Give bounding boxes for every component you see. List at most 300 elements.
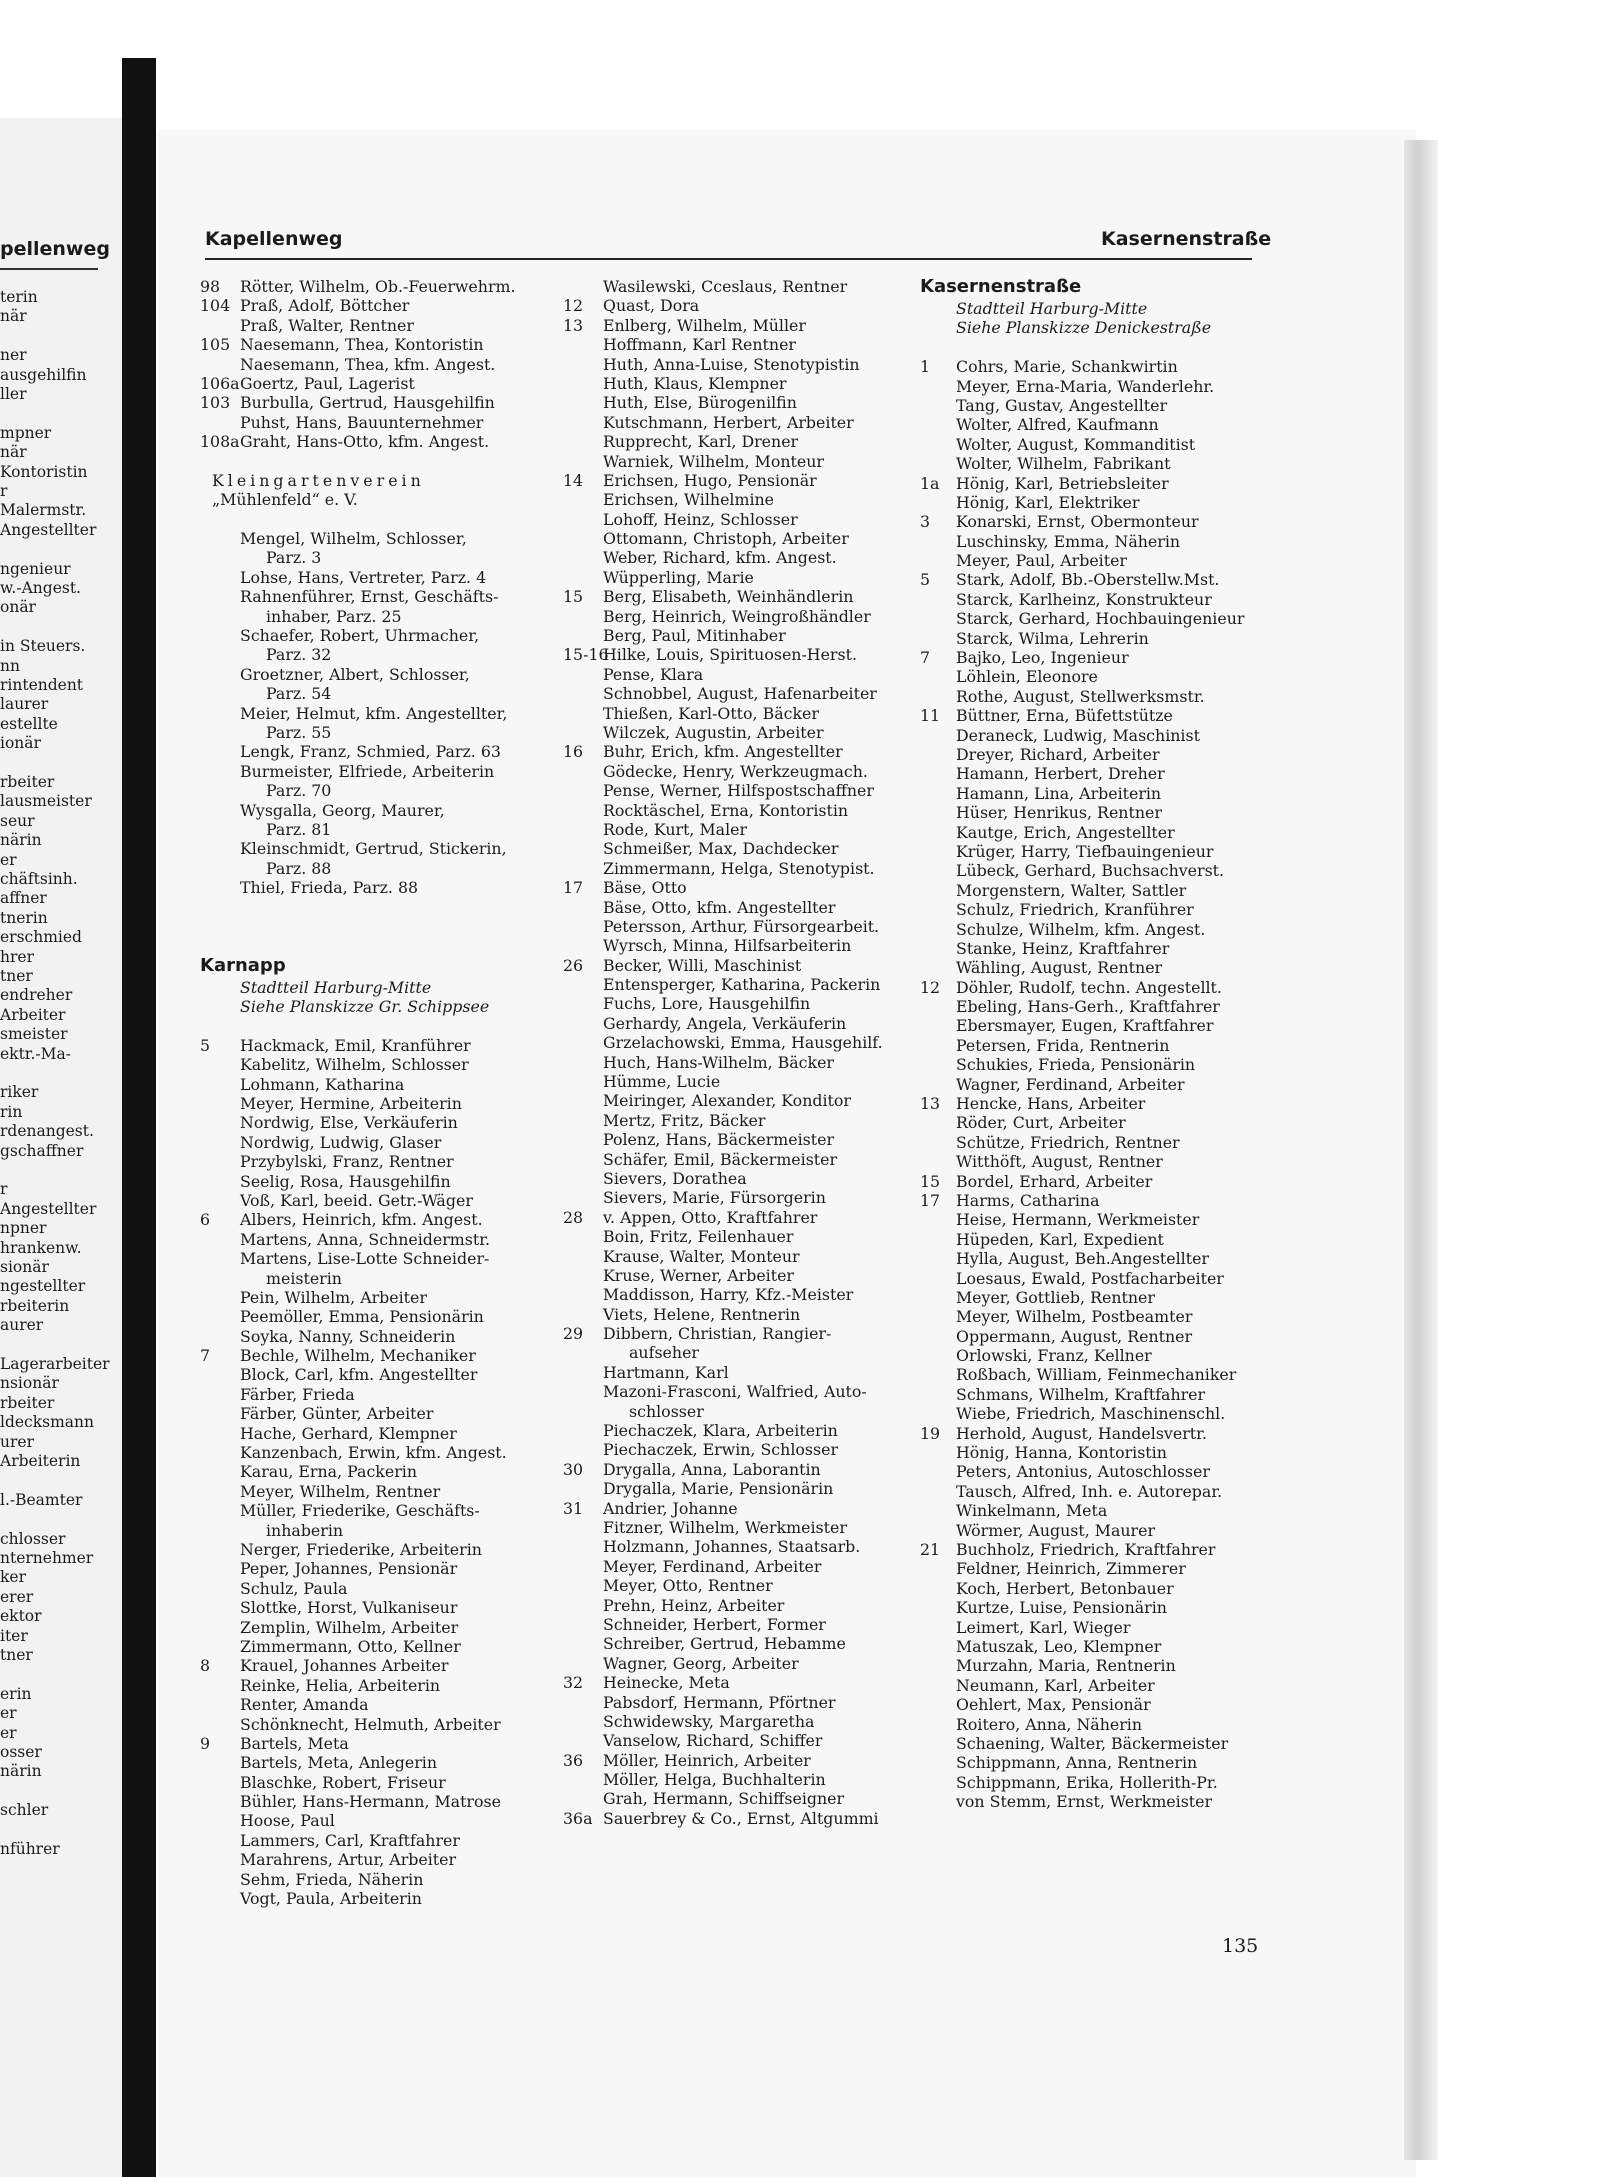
directory-entry xyxy=(200,1618,530,1637)
resident-entry: Huth, Klaus, Klempner xyxy=(603,373,787,393)
directory-entry xyxy=(200,1346,530,1365)
directory-entry xyxy=(200,1734,530,1753)
directory-entry xyxy=(563,1421,903,1440)
house-number: 19 xyxy=(920,1423,941,1443)
facing-page-line: ektor xyxy=(0,1607,42,1626)
resident-entry: Fuchs, Lore, Hausgehilfin xyxy=(603,994,811,1014)
directory-entry xyxy=(920,1404,1250,1423)
directory-entry xyxy=(200,645,530,664)
resident-entry: Schippmann, Anna, Rentnerin xyxy=(956,1753,1198,1773)
house-number: 17 xyxy=(563,878,584,898)
directory-entry xyxy=(920,512,1250,531)
directory-entry xyxy=(920,1327,1250,1346)
directory-entry xyxy=(920,1075,1250,1094)
resident-entry: Wolter, August, Kommanditist xyxy=(956,434,1196,454)
resident-entry: Hoose, Paul xyxy=(240,1811,335,1831)
resident-entry: Hönig, Karl, Betriebsleiter xyxy=(956,473,1169,493)
house-number: 104 xyxy=(200,296,231,316)
directory-entry xyxy=(920,318,1250,337)
resident-entry: Schnobbel, August, Hafenarbeiter xyxy=(603,684,877,704)
directory-entry xyxy=(563,1654,903,1673)
directory-entry xyxy=(563,1751,903,1770)
directory-entry xyxy=(200,1172,530,1191)
facing-page-line: onär xyxy=(0,598,36,617)
directory-entry xyxy=(563,432,903,451)
directory-entry xyxy=(920,920,1250,939)
resident-entry: Graht, Hans-Otto, kfm. Angest. xyxy=(240,432,490,452)
resident-entry: Hackmack, Emil, Kranführer xyxy=(240,1035,471,1055)
directory-entry xyxy=(200,1501,530,1520)
resident-entry: Roßbach, William, Feinmechaniker xyxy=(956,1365,1237,1385)
resident-entry: Peper, Johannes, Pensionär xyxy=(240,1559,458,1579)
resident-entry: Kautge, Erich, Angestellter xyxy=(956,822,1175,842)
running-header-right: Kasernenstraße xyxy=(1101,228,1272,250)
resident-entry: Petersen, Frida, Rentnerin xyxy=(956,1035,1170,1055)
facing-page-line: chäftsinh. xyxy=(0,870,78,888)
facing-page-line: riker xyxy=(0,1083,39,1102)
house-number: 13 xyxy=(563,315,584,335)
directory-entry xyxy=(563,1285,903,1304)
facing-page-line: när xyxy=(0,307,27,326)
directory-entry xyxy=(563,471,903,490)
directory-entry xyxy=(200,684,530,703)
resident-entry: Voß, Karl, beeid. Getr.-Wäger xyxy=(240,1190,473,1210)
resident-entry: Ottomann, Christoph, Arbeiter xyxy=(603,529,849,549)
directory-entry xyxy=(563,607,903,626)
directory-entry xyxy=(563,1266,903,1285)
directory-entry xyxy=(920,1365,1250,1384)
facing-page-line: chlosser xyxy=(0,1529,66,1548)
directory-entry xyxy=(200,587,530,606)
facing-page-line: l.-Beamter xyxy=(0,1490,83,1509)
facing-page-line: w.-Angest. xyxy=(0,579,81,597)
resident-entry: Färber, Günter, Arbeiter xyxy=(240,1404,434,1424)
spacer xyxy=(200,917,530,936)
directory-entry xyxy=(200,355,530,374)
directory-entry xyxy=(920,900,1250,919)
directory-entry xyxy=(920,1346,1250,1365)
resident-entry: Martens, Lise-Lotte Schneider- xyxy=(240,1249,490,1269)
facing-page-line: tnerin xyxy=(0,908,48,927)
directory-entry xyxy=(563,1634,903,1653)
directory-entry xyxy=(563,1596,903,1615)
resident-entry: Orlowski, Franz, Kellner xyxy=(956,1346,1152,1366)
resident-entry: Konarski, Ernst, Obermonteur xyxy=(956,512,1199,532)
house-number: 13 xyxy=(920,1094,941,1114)
directory-entry xyxy=(200,1482,530,1501)
resident-entry: Zemplin, Wilhelm, Arbeiter xyxy=(240,1617,459,1637)
directory-entry xyxy=(200,1075,530,1094)
directory-entry xyxy=(920,1055,1250,1074)
facing-page-line: rintendent xyxy=(0,676,84,694)
facing-page-line: tner xyxy=(0,1646,33,1664)
house-number: 98 xyxy=(200,277,221,296)
directory-entry xyxy=(920,1695,1250,1714)
facing-page-line: osser xyxy=(0,1743,42,1761)
directory-entry xyxy=(200,1579,530,1598)
directory-entry xyxy=(563,1247,903,1266)
house-number: 105 xyxy=(200,335,231,355)
directory-entry xyxy=(563,296,903,315)
facing-page-line: seur xyxy=(0,811,35,830)
facing-page-line: närin xyxy=(0,831,42,850)
resident-entry: Hönig, Karl, Elektriker xyxy=(956,492,1140,512)
directory-entry xyxy=(563,626,903,645)
directory-entry xyxy=(920,357,1250,376)
resident-entry: Neumann, Karl, Arbeiter xyxy=(956,1675,1155,1695)
directory-entry xyxy=(563,917,903,936)
resident-entry: Nerger, Friederike, Arbeiterin xyxy=(240,1540,482,1559)
directory-entry xyxy=(920,629,1250,648)
resident-entry: Stark, Adolf, Bb.-Oberstellw.Mst. xyxy=(956,570,1220,590)
resident-entry: Dibbern, Christian, Rangier- xyxy=(603,1324,832,1344)
association-line xyxy=(200,471,530,490)
resident-entry: Parz. 55 xyxy=(266,722,332,742)
spacer xyxy=(920,338,1250,357)
spacer xyxy=(200,898,530,917)
directory-entry xyxy=(920,784,1250,803)
house-number: 12 xyxy=(563,296,584,316)
directory-entry xyxy=(563,1150,903,1169)
directory-entry xyxy=(200,607,530,626)
facing-page-line: gschaffner xyxy=(0,1141,84,1160)
resident-entry: Pense, Klara xyxy=(603,664,704,684)
directory-entry xyxy=(920,1540,1250,1559)
resident-entry: Buhr, Erich, kfm. Angestellter xyxy=(603,742,843,762)
resident-entry: Schulz, Friedrich, Kranführer xyxy=(956,900,1194,920)
facing-page-line: erer xyxy=(0,1587,34,1606)
directory-entry xyxy=(200,1870,530,1889)
resident-entry: Berg, Heinrich, Weingroßhändler xyxy=(603,606,871,626)
resident-entry: Müller, Friederike, Geschäfts- xyxy=(240,1501,480,1521)
directory-entry xyxy=(200,1753,530,1772)
directory-entry xyxy=(200,568,530,587)
column-1 xyxy=(200,277,530,1908)
resident-entry: Vogt, Paula, Arbeiterin xyxy=(240,1889,422,1909)
directory-entry xyxy=(920,1792,1250,1811)
directory-entry xyxy=(563,1363,903,1382)
directory-entry xyxy=(200,1773,530,1792)
resident-entry: Pein, Wilhelm, Arbeiter xyxy=(240,1287,427,1307)
resident-entry: Parz. 88 xyxy=(266,858,332,878)
page-edge xyxy=(1404,140,1438,2160)
resident-entry: Block, Carl, kfm. Angestellter xyxy=(240,1365,478,1385)
resident-entry: Röder, Curt, Arbeiter xyxy=(956,1113,1126,1133)
directory-entry xyxy=(563,568,903,587)
resident-entry: inhaber, Parz. 25 xyxy=(266,606,402,626)
directory-entry xyxy=(200,374,530,393)
directory-entry xyxy=(563,645,903,664)
resident-entry: Wiebe, Friedrich, Maschinenschl. xyxy=(956,1404,1226,1424)
directory-entry xyxy=(200,432,530,451)
street-name: Kasernenstraße xyxy=(920,276,1082,297)
facing-page-line: er xyxy=(0,1723,17,1742)
directory-entry xyxy=(200,1269,530,1288)
directory-entry xyxy=(563,548,903,567)
directory-entry xyxy=(200,1152,530,1171)
resident-entry: von Stemm, Ernst, Werkmeister xyxy=(956,1792,1213,1812)
directory-entry xyxy=(200,1133,530,1152)
resident-entry: Schönknecht, Helmuth, Arbeiter xyxy=(240,1714,501,1734)
resident-entry: Drygalla, Anna, Laborantin xyxy=(603,1459,821,1479)
resident-entry: Bajko, Leo, Ingenieur xyxy=(956,648,1129,668)
resident-entry: Mertz, Fritz, Bäcker xyxy=(603,1110,766,1130)
resident-entry: Petersson, Arthur, Fürsorgearbeit. xyxy=(603,916,880,936)
directory-entry xyxy=(200,742,530,761)
resident-entry: Kutschmann, Herbert, Arbeiter xyxy=(603,412,854,432)
resident-entry: Przybylski, Franz, Rentner xyxy=(240,1152,454,1172)
facing-page-line: Angestellter xyxy=(0,520,97,539)
directory-entry xyxy=(200,1230,530,1249)
directory-entry xyxy=(200,1404,530,1423)
resident-entry: Grzelachowski, Emma, Hausgehilf. xyxy=(603,1033,883,1053)
resident-entry: Meiringer, Alexander, Konditor xyxy=(603,1091,851,1111)
resident-entry: Wähling, August, Rentner xyxy=(956,958,1163,978)
directory-entry xyxy=(563,1208,903,1227)
resident-entry: Wasilewski, Cceslaus, Rentner xyxy=(603,277,848,296)
resident-entry: Parz. 54 xyxy=(266,684,332,704)
directory-entry xyxy=(563,1789,903,1808)
facing-page-line: närin xyxy=(0,1762,42,1781)
directory-entry xyxy=(563,1770,903,1789)
resident-entry: Büttner, Erna, Büfettstütze xyxy=(956,706,1173,726)
directory-entry xyxy=(200,1113,530,1132)
facing-page-line: nn xyxy=(0,656,20,675)
resident-entry: Harms, Catharina xyxy=(956,1190,1100,1210)
resident-entry: Praß, Adolf, Böttcher xyxy=(240,296,410,316)
directory-entry xyxy=(200,413,530,432)
directory-entry xyxy=(200,1036,530,1055)
resident-entry: Buchholz, Friedrich, Kraftfahrer xyxy=(956,1540,1216,1559)
directory-entry xyxy=(920,881,1250,900)
resident-entry: Kabelitz, Wilhelm, Schlosser xyxy=(240,1055,469,1075)
facing-page-line: ker xyxy=(0,1568,26,1587)
directory-entry xyxy=(920,1559,1250,1578)
directory-entry xyxy=(563,277,903,296)
resident-entry: Drygalla, Marie, Pensionärin xyxy=(603,1479,834,1499)
directory-entry xyxy=(200,801,530,820)
house-number: 7 xyxy=(920,648,931,668)
directory-entry xyxy=(200,978,530,997)
facing-page-line: er xyxy=(0,850,17,869)
resident-entry: Goertz, Paul, Lagerist xyxy=(240,373,415,393)
resident-entry: Hümme, Lucie xyxy=(603,1072,721,1092)
directory-entry xyxy=(563,374,903,393)
directory-entry xyxy=(563,994,903,1013)
facing-page-line: r xyxy=(0,482,8,500)
facing-page-line: ller xyxy=(0,385,27,403)
facing-page-line: smeister xyxy=(0,1025,68,1044)
facing-page-line: r xyxy=(0,1180,8,1199)
resident-entry: Parz. 70 xyxy=(266,781,332,801)
resident-entry: Bäse, Otto xyxy=(603,878,687,898)
directory-entry xyxy=(563,587,903,606)
resident-entry: Kleinschmidt, Gertrud, Stickerin, xyxy=(240,839,507,859)
resident-entry: Warniek, Wilhelm, Monteur xyxy=(603,451,824,471)
street-heading xyxy=(920,277,1250,299)
resident-entry: Löhlein, Eleonore xyxy=(956,667,1098,687)
resident-entry: Schütze, Friedrich, Rentner xyxy=(956,1132,1180,1152)
directory-entry xyxy=(563,490,903,509)
resident-entry: Naesemann, Thea, kfm. Angest. xyxy=(240,354,496,374)
house-number: 7 xyxy=(200,1346,211,1366)
association-text: Kleingartenverein xyxy=(212,470,425,490)
resident-entry: Nordwig, Else, Verkäuferin xyxy=(240,1113,458,1133)
facing-page-line: Arbeiterin xyxy=(0,1452,81,1470)
directory-entry xyxy=(200,1365,530,1384)
directory-entry xyxy=(563,936,903,955)
resident-entry: Schneider, Herbert, Former xyxy=(603,1614,826,1634)
resident-entry: Dreyer, Richard, Arbeiter xyxy=(956,744,1160,764)
directory-entry xyxy=(563,316,903,335)
resident-entry: Wysgalla, Georg, Maurer, xyxy=(240,800,445,820)
resident-entry: Meyer, Wilhelm, Postbeamter xyxy=(956,1307,1193,1327)
directory-entry xyxy=(200,1831,530,1850)
resident-entry: Hache, Gerhard, Klempner xyxy=(240,1423,457,1443)
resident-entry: Bechle, Wilhelm, Mechaniker xyxy=(240,1346,476,1366)
resident-entry: Piechaczek, Klara, Arbeiterin xyxy=(603,1421,838,1441)
resident-entry: Stanke, Heinz, Kraftfahrer xyxy=(956,938,1170,958)
resident-entry: Deraneck, Ludwig, Maschinist xyxy=(956,725,1200,745)
directory-entry xyxy=(920,1618,1250,1637)
directory-entry xyxy=(200,1288,530,1307)
house-number: 15 xyxy=(920,1171,941,1191)
facing-page-line: Malermstr. xyxy=(0,501,87,520)
association-line xyxy=(200,490,530,509)
resident-entry: Renter, Amanda xyxy=(240,1695,369,1715)
directory-entry xyxy=(563,1537,903,1556)
facing-page-line: ngenieur xyxy=(0,559,71,578)
facing-page-line: rbeiter xyxy=(0,1393,55,1412)
column-3 xyxy=(920,277,1250,1811)
resident-entry: Zimmermann, Otto, Kellner xyxy=(240,1636,461,1656)
directory-entry xyxy=(920,1385,1250,1404)
resident-entry: Hartmann, Karl xyxy=(603,1362,729,1382)
directory-entry xyxy=(920,590,1250,609)
directory-entry xyxy=(200,723,530,742)
directory-entry xyxy=(563,1343,903,1362)
directory-entry xyxy=(563,1227,903,1246)
facing-page-line: ner xyxy=(0,346,27,365)
resident-entry: Entensperger, Katharina, Packerin xyxy=(603,975,881,995)
directory-entry xyxy=(920,1462,1250,1481)
directory-entry xyxy=(200,1094,530,1113)
directory-entry xyxy=(200,1850,530,1869)
directory-entry xyxy=(920,706,1250,725)
resident-entry: Erichsen, Wilhelmine xyxy=(603,490,775,510)
directory-entry xyxy=(200,1715,530,1734)
directory-entry xyxy=(563,1305,903,1324)
directory-entry xyxy=(920,474,1250,493)
resident-entry: Luschinsky, Emma, Näherin xyxy=(956,531,1181,551)
directory-entry xyxy=(920,1288,1250,1307)
resident-entry: Prehn, Heinz, Arbeiter xyxy=(603,1595,785,1615)
directory-entry xyxy=(563,1402,903,1421)
directory-entry xyxy=(563,1809,903,1828)
resident-entry: Erichsen, Hugo, Pensionär xyxy=(603,470,817,490)
directory-entry xyxy=(920,745,1250,764)
resident-entry: Andrier, Johanne xyxy=(603,1498,738,1518)
house-number: 36a xyxy=(563,1808,593,1828)
directory-entry xyxy=(920,648,1250,667)
resident-entry: Zimmermann, Helga, Stenotypist. xyxy=(603,858,875,878)
resident-entry: Starck, Wilma, Lehrerin xyxy=(956,628,1149,648)
directory-entry xyxy=(563,1053,903,1072)
house-number: 5 xyxy=(200,1035,211,1055)
resident-entry: Vanselow, Richard, Schiffer xyxy=(603,1731,823,1751)
resident-entry: Hamann, Herbert, Dreher xyxy=(956,764,1165,784)
resident-entry: Stadtteil Harburg-Mitte xyxy=(240,977,432,997)
directory-entry xyxy=(200,820,530,839)
directory-entry xyxy=(200,529,530,548)
facing-page-line: rdenangest. xyxy=(0,1122,94,1141)
resident-entry: Pense, Werner, Hilfspostschaffner xyxy=(603,781,874,801)
resident-entry: Meier, Helmut, kfm. Angestellter, xyxy=(240,703,508,723)
facing-page-line: lausmeister xyxy=(0,792,92,811)
directory-entry xyxy=(920,1637,1250,1656)
resident-entry: Hüpeden, Karl, Expedient xyxy=(956,1229,1164,1249)
resident-entry: Lohse, Hans, Vertreter, Parz. 4 xyxy=(240,567,487,587)
resident-entry: Schäfer, Emil, Bäckermeister xyxy=(603,1149,838,1169)
resident-entry: Soyka, Nanny, Schneiderin xyxy=(240,1326,456,1346)
directory-entry xyxy=(920,939,1250,958)
facing-page-header: pellenweg xyxy=(0,238,110,260)
directory-entry xyxy=(563,413,903,432)
resident-entry: Loesaus, Ewald, Postfacharbeiter xyxy=(956,1268,1224,1288)
resident-entry: Martens, Anna, Schneidermstr. xyxy=(240,1229,491,1249)
house-number: 21 xyxy=(920,1540,941,1559)
house-number: 6 xyxy=(200,1210,211,1230)
resident-entry: Rode, Kurt, Maler xyxy=(603,819,748,839)
resident-entry: Thiel, Frieda, Parz. 88 xyxy=(240,878,419,898)
facing-page-line: hrankenw. xyxy=(0,1238,82,1257)
directory-entry xyxy=(563,355,903,374)
resident-entry: Sievers, Marie, Fürsorgerin xyxy=(603,1188,826,1208)
resident-entry: Tausch, Alfred, Inh. e. Autorepar. xyxy=(956,1481,1223,1501)
directory-entry xyxy=(200,1559,530,1578)
resident-entry: Hilke, Louis, Spirituosen-Herst. xyxy=(603,645,857,665)
facing-page-line: rin xyxy=(0,1102,23,1121)
directory-entry xyxy=(563,1712,903,1731)
resident-entry: Berg, Elisabeth, Weinhändlerin xyxy=(603,587,854,607)
facing-page-line: laurer xyxy=(0,695,49,714)
resident-entry: Rahnenführer, Ernst, Geschäfts- xyxy=(240,587,499,607)
directory-entry xyxy=(200,704,530,723)
directory-entry xyxy=(920,493,1250,512)
resident-entry: Herhold, August, Handelsvertr. xyxy=(956,1423,1207,1443)
house-number: 1 xyxy=(920,357,931,377)
resident-entry: Wyrsch, Minna, Hilfsarbeiterin xyxy=(603,936,852,956)
directory-entry xyxy=(920,435,1250,454)
directory-entry xyxy=(920,726,1250,745)
directory-entry xyxy=(200,1811,530,1830)
house-number: 32 xyxy=(563,1673,584,1693)
directory-entry xyxy=(563,452,903,471)
directory-entry xyxy=(563,1324,903,1343)
resident-entry: Holzmann, Johannes, Staatsarb. xyxy=(603,1537,861,1557)
resident-entry: Heinecke, Meta xyxy=(603,1673,730,1693)
directory-entry xyxy=(563,529,903,548)
directory-entry xyxy=(563,1382,903,1401)
spacer xyxy=(200,1016,530,1035)
resident-entry: Naesemann, Thea, Kontoristin xyxy=(240,335,484,355)
directory-entry xyxy=(200,1462,530,1481)
resident-entry: Mengel, Wilhelm, Schlosser, xyxy=(240,529,467,549)
directory-entry xyxy=(563,1130,903,1149)
resident-entry: Meyer, Hermine, Arbeiterin xyxy=(240,1094,462,1114)
resident-entry: Rötter, Wilhelm, Ob.-Feuerwehrm. xyxy=(240,277,516,296)
directory-entry xyxy=(200,296,530,315)
